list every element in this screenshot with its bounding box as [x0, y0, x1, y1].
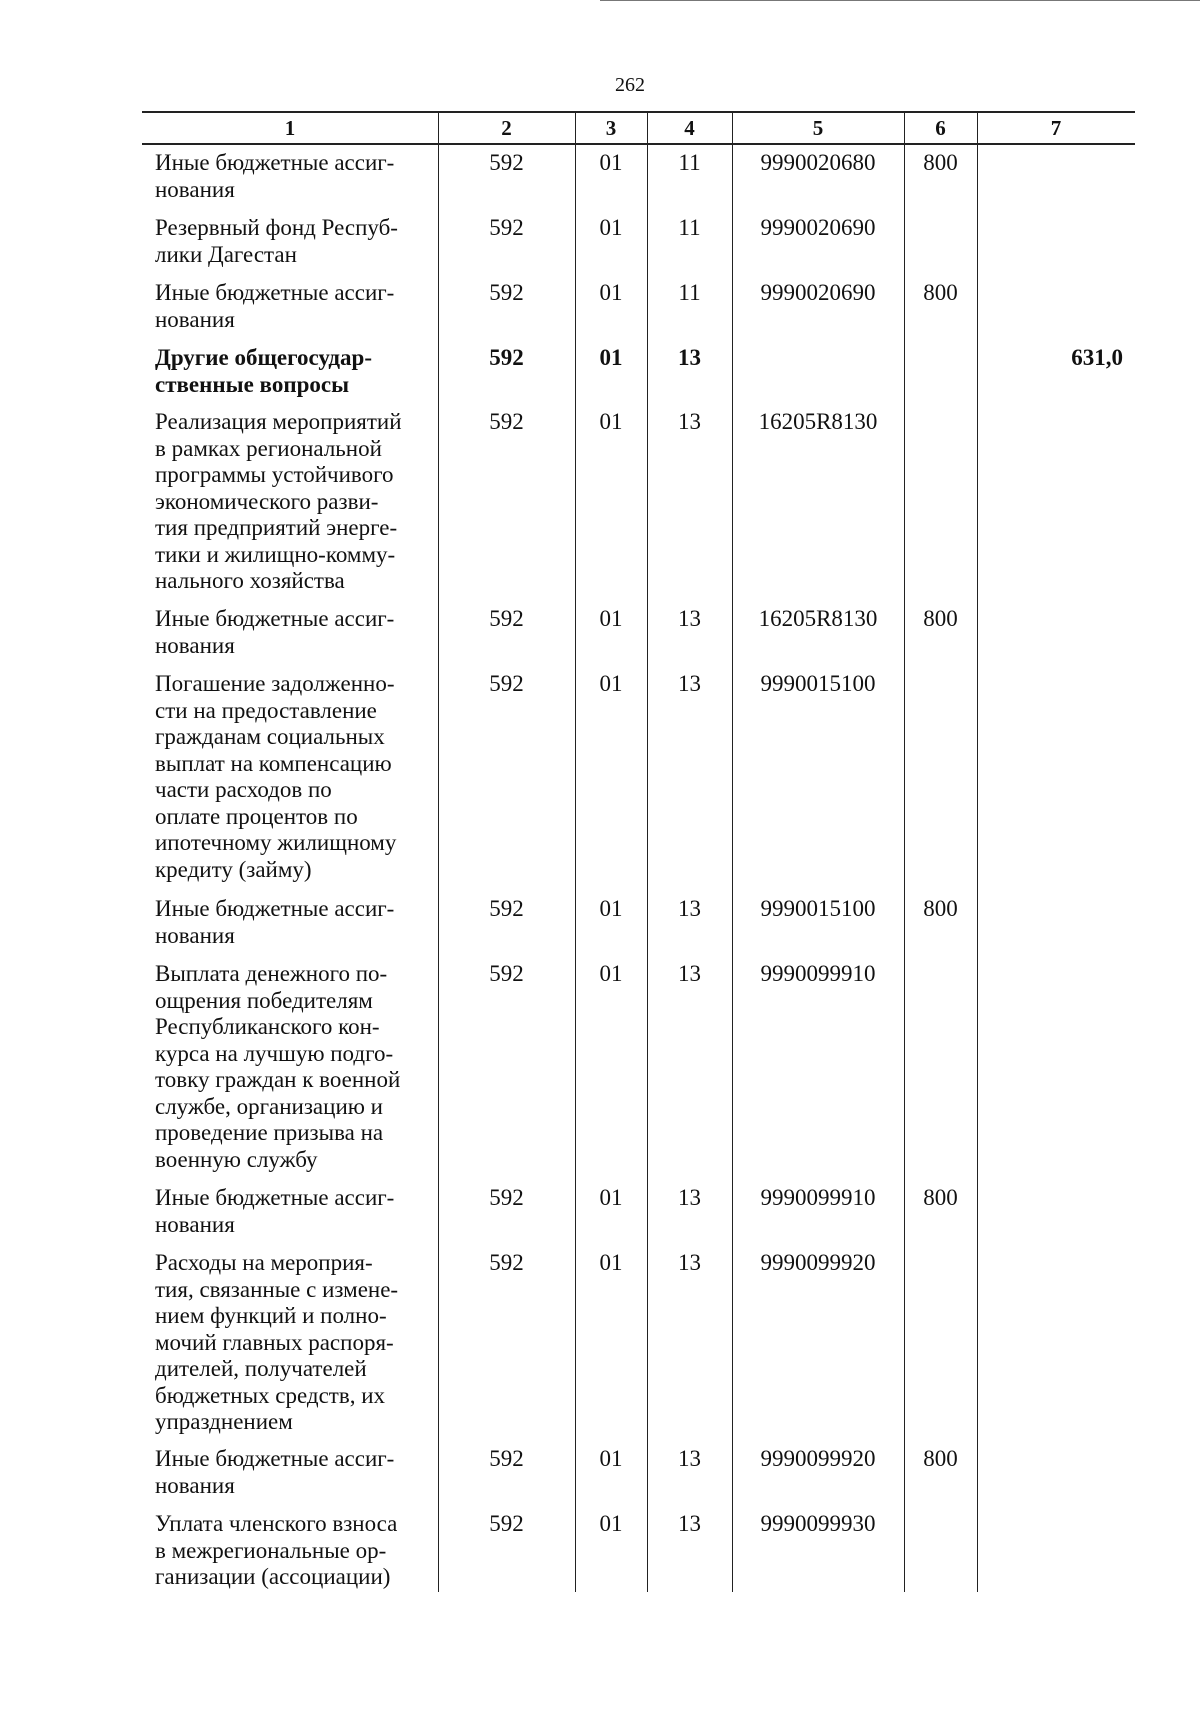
row-col-2: 592	[489, 606, 524, 631]
row-col-4: 13	[678, 671, 701, 696]
row-col-6: 800	[923, 606, 958, 631]
row-col-4: 13	[678, 409, 701, 434]
header-col-7: 7	[1050, 116, 1062, 140]
row-col-2: 592	[489, 1446, 524, 1471]
row-col-3: 01	[599, 1185, 623, 1210]
row-col-3: 01	[599, 896, 623, 921]
row-col-4: 13	[678, 1250, 701, 1275]
header-col-3: 3	[605, 116, 617, 140]
column-rule	[438, 112, 439, 1592]
top-rule	[600, 0, 1200, 1]
row-name: Иные бюджетные ассиг- нования	[155, 280, 395, 332]
row-col-5: 9990099920	[760, 1250, 876, 1275]
row-col-2: 592	[489, 345, 524, 370]
header-col-5: 5	[812, 116, 824, 140]
row-col-4: 11	[678, 150, 701, 175]
row-col-3: 01	[599, 409, 623, 434]
row-col-2: 592	[489, 961, 524, 986]
row-col-2: 592	[489, 1250, 524, 1275]
row-col-3: 01	[599, 606, 623, 631]
row-col-2: 592	[489, 150, 524, 175]
header-col-2: 2	[501, 116, 512, 140]
row-col-5: 9990015100	[760, 671, 876, 696]
row-col-7: 631,0	[1071, 345, 1123, 370]
row-col-5: 9990015100	[760, 896, 876, 921]
column-rule	[904, 112, 905, 1592]
row-col-5: 9990099920	[760, 1446, 876, 1471]
row-col-2: 592	[489, 215, 524, 240]
row-col-2: 592	[489, 671, 524, 696]
row-name: Резервный фонд Респуб- лики Дагестан	[155, 215, 398, 267]
table-top-rule	[142, 111, 1135, 113]
row-col-5: 16205R8130	[758, 409, 878, 434]
row-col-3: 01	[599, 280, 623, 305]
row-col-6: 800	[923, 150, 958, 175]
row-name: Иные бюджетные ассиг- нования	[155, 606, 395, 658]
row-name: Иные бюджетные ассиг- нования	[155, 150, 395, 202]
row-col-3: 01	[599, 961, 623, 986]
row-col-6: 800	[923, 1446, 958, 1471]
row-name: Погашение задолженно- сти на предоставление гражданам социальных выплат на компенсацию части расходов по оплате процентов по ипотечному жилищному кредиту (займу)	[155, 671, 397, 882]
header-col-4: 4	[684, 116, 695, 140]
row-col-4: 11	[678, 280, 701, 305]
row-col-4: 13	[678, 961, 701, 986]
row-col-4: 13	[678, 1185, 701, 1210]
row-col-5: 9990020680	[760, 150, 876, 175]
header-col-1: 1	[284, 116, 296, 140]
row-col-4: 11	[678, 215, 701, 240]
row-col-2: 592	[489, 1185, 524, 1210]
column-rule	[977, 112, 978, 1592]
row-name: Выплата денежного по- ощрения победителям Республиканского кон- курса на лучшую подго- товку граждан к военной службе, организацию и проведение призыва на военную службу	[155, 961, 401, 1172]
row-col-2: 592	[489, 896, 524, 921]
row-name: Уплата членского взноса в межрегиональные ор- ганизации (ассоциации)	[155, 1511, 398, 1589]
column-rule	[575, 112, 576, 1592]
column-rule	[647, 112, 648, 1592]
row-col-4: 13	[678, 345, 701, 370]
row-name: Другие общегосудар- ственные вопросы	[155, 345, 373, 397]
row-col-2: 592	[489, 280, 524, 305]
row-col-3: 01	[599, 1250, 623, 1275]
row-col-6: 800	[923, 896, 958, 921]
row-col-3: 01	[599, 215, 623, 240]
row-col-6: 800	[923, 1185, 958, 1210]
row-col-4: 13	[678, 896, 701, 921]
column-rule	[732, 112, 733, 1592]
row-col-4: 13	[678, 606, 701, 631]
row-col-3: 01	[599, 150, 623, 175]
row-col-5: 9990020690	[760, 215, 876, 240]
row-col-3: 01	[599, 345, 623, 370]
header-bottom-rule	[142, 143, 1135, 145]
row-col-3: 01	[599, 671, 623, 696]
row-col-3: 01	[599, 1446, 623, 1471]
row-col-2: 592	[489, 1511, 524, 1536]
row-col-5: 9990099910	[760, 961, 876, 986]
page-number: 262	[615, 74, 645, 96]
header-col-6: 6	[935, 116, 946, 140]
row-name: Иные бюджетные ассиг- нования	[155, 1185, 395, 1237]
row-col-6: 800	[923, 280, 958, 305]
row-col-4: 13	[678, 1446, 701, 1471]
row-col-5: 9990099930	[760, 1511, 876, 1536]
row-col-5: 9990099910	[760, 1185, 876, 1210]
row-col-2: 592	[489, 409, 524, 434]
row-name: Иные бюджетные ассиг- нования	[155, 1446, 395, 1498]
row-name: Расходы на мероприя- тия, связанные с измене- нием функций и полно- мочий главных распоря- дителей, получателей бюджетных средств, их упразднением	[155, 1250, 399, 1434]
row-col-5: 16205R8130	[758, 606, 878, 631]
row-col-4: 13	[678, 1511, 701, 1536]
row-col-3: 01	[599, 1511, 623, 1536]
row-name: Иные бюджетные ассиг- нования	[155, 896, 395, 948]
row-name: Реализация мероприятий в рамках региональной программы устойчивого экономического разви- тия предприятий энерге- тики и жилищно-комму- нального хозяйства	[155, 409, 402, 593]
row-col-5: 9990020690	[760, 280, 876, 305]
